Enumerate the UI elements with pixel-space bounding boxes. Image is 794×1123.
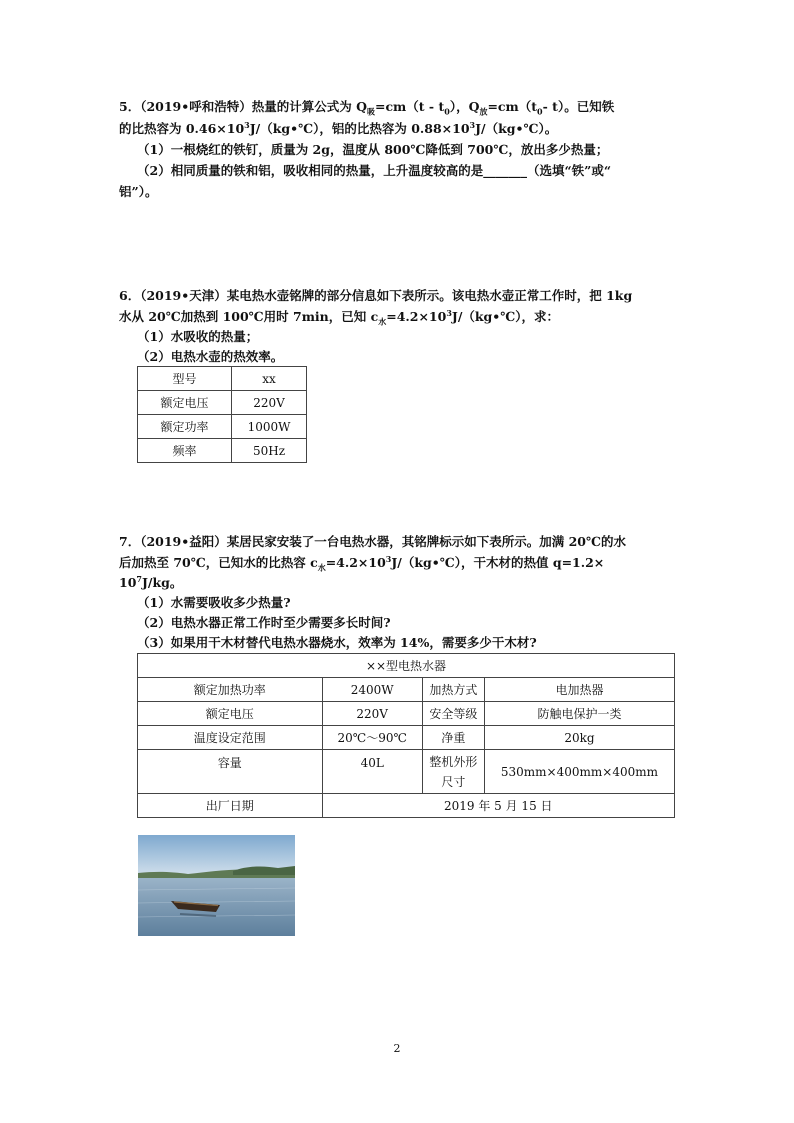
table-cell: 温度设定范围	[138, 726, 323, 750]
water-heater-spec-table	[137, 653, 675, 818]
table-row	[138, 726, 675, 750]
table-row	[138, 750, 675, 794]
q5-subquestion-2-continued: 铝”）。	[119, 184, 158, 199]
table-cell: 220V	[322, 702, 422, 726]
table-cell: 220V	[232, 391, 307, 415]
q7-subquestion-1: （1）水需要吸收多少热量?	[137, 595, 291, 610]
table-title-row	[138, 654, 675, 678]
table-cell: 额定功率	[138, 415, 232, 439]
q7-subquestion-3: （3）如果用干木材替代电热水器烧水，效率为 14%，需要多少干木材?	[137, 635, 537, 650]
table-cell: 50Hz	[232, 439, 307, 463]
q5-subquestion-1: （1）一根烧红的铁钉，质量为 2g，温度从 800℃降低到 700℃，放出多少热量；	[137, 142, 609, 157]
table-cell: 电加热器	[484, 678, 674, 702]
table-row	[138, 439, 307, 463]
table-cell: 20kg	[484, 726, 674, 750]
kettle-spec-table	[137, 366, 307, 463]
table-cell: 频率	[138, 439, 232, 463]
table-row	[138, 794, 675, 818]
table-title: ××型电热水器	[138, 654, 675, 678]
table-cell: 出厂日期	[138, 794, 323, 818]
q7-line1: 7．（2019•益阳）某居民家安装了一台电热水器，其铭牌标示如下表所示。加满 20℃的水	[119, 534, 626, 549]
table-cell: 容量	[138, 750, 323, 794]
table-cell: 1000W	[232, 415, 307, 439]
q5-subquestion-2: （2）相同质量的铁和铝，吸收相同的热量，上升温度较高的是_______（选填“铁”或“	[137, 163, 612, 178]
table-cell: 40L	[322, 750, 422, 794]
table-row	[138, 415, 307, 439]
table-row	[138, 391, 307, 415]
table-row	[138, 702, 675, 726]
table-row	[138, 367, 307, 391]
table-cell: 防触电保护一类	[484, 702, 674, 726]
table-cell: 额定电压	[138, 391, 232, 415]
lake-boat-illustration	[138, 835, 295, 936]
q5-line2: 的比热容为 $0.46\times 10^3J/(kg•℃)$，铝的比热容为 $0.88\times 10^3J/(kg•℃)$。	[119, 119, 558, 136]
page-number: 2	[393, 1042, 401, 1055]
table-cell: 安全等级	[422, 702, 484, 726]
q6-line1: 6．（2019•天津）某电热水壶铭牌的部分信息如下表所示。该电热水壶正常工作时，把 1kg	[119, 288, 633, 303]
table-cell: 2019 年 5 月 15 日	[322, 794, 674, 818]
table-cell: 加热方式	[422, 678, 484, 702]
q6-subquestion-1: （1）水吸收的热量；	[137, 329, 259, 344]
lake-boat-photo	[138, 835, 295, 936]
table-cell: 型号	[138, 367, 232, 391]
table-cell: 530mm×400mm×400mm	[484, 750, 674, 794]
q7-line2: 后加热至 70℃，已知水的比热容 $c_水=4.2\times 10^3J/(kg•℃)$，干木材的热值 q=1.2×	[119, 553, 605, 573]
q6-line2: 水从 20℃加热到 100℃用时 7min，已知 $c_水=4.2\times 10^3J/(kg•℃)$，求：	[119, 307, 560, 327]
table-cell: 2400W	[322, 678, 422, 702]
q6-subquestion-2: （2）电热水壶的热效率。	[137, 349, 284, 364]
table-cell: 整机外形尺寸	[422, 750, 484, 794]
table-cell: 20℃～90℃	[322, 726, 422, 750]
table-cell: 额定电压	[138, 702, 323, 726]
table-row	[138, 678, 675, 702]
q7-line3: $10^7J/kg$。	[119, 573, 183, 590]
table-cell: 净重	[422, 726, 484, 750]
table-cell: 额定加热功率	[138, 678, 323, 702]
q5-line1: 5．（2019•呼和浩特）热量的计算公式为 $Q_吸=cm(t - t_0)$，$Q_放=cm(t_0-$ t）。已知铁	[119, 99, 615, 117]
q7-subquestion-2: （2）电热水器正常工作时至少需要多长时间?	[137, 615, 391, 630]
table-cell: xx	[232, 367, 307, 391]
